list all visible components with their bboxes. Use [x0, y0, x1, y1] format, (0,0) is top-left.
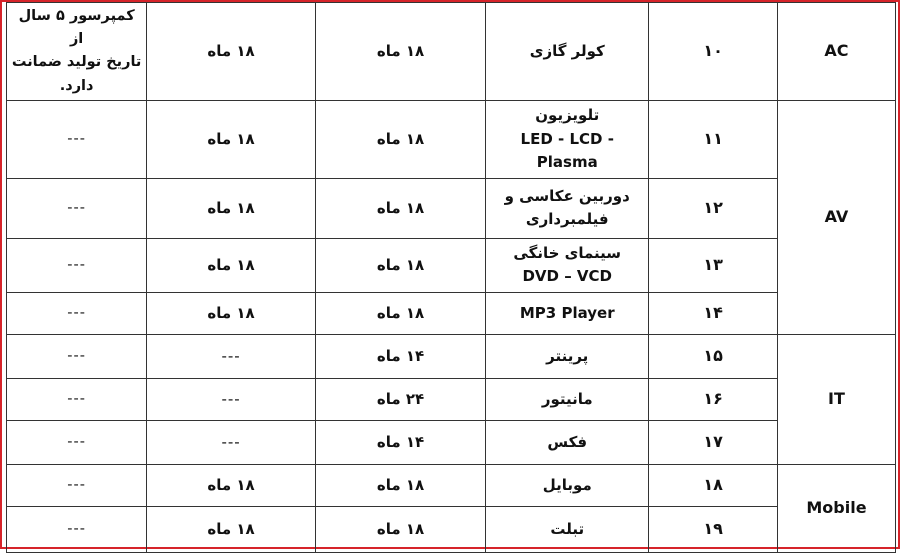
table-row — [7, 178, 896, 238]
category-cell: Mobile — [777, 464, 895, 552]
row-number: ۱۱ — [649, 100, 778, 178]
note-cell: --- — [7, 334, 147, 378]
product-name — [486, 334, 649, 378]
note-line: تاریخ تولید ضمانت — [11, 54, 142, 71]
row-number: ۱۳ — [649, 238, 778, 292]
category-cell: IT — [777, 334, 895, 464]
warranty-table — [6, 2, 896, 553]
warranty-period-b: --- — [147, 420, 316, 464]
category-cell: AV — [777, 100, 895, 334]
warranty-period-a: ۱۸ ماه — [315, 3, 485, 101]
warranty-period-a: ۱۴ ماه — [315, 420, 485, 464]
product-name — [486, 506, 649, 552]
product-line: کولر گازی — [529, 41, 605, 60]
product-line: MP3 Player — [519, 303, 615, 322]
table-row — [7, 420, 896, 464]
note-cell: --- — [7, 378, 147, 420]
table-row — [7, 334, 896, 378]
warranty-period-a: ۱۸ ماه — [315, 100, 485, 178]
warranty-period-a: ۱۸ ماه — [315, 292, 485, 334]
note-cell: --- — [7, 238, 147, 292]
warranty-period-a: ۱۸ ماه — [315, 506, 485, 552]
note-cell: --- — [7, 506, 147, 552]
table-row — [7, 506, 896, 552]
note-cell — [7, 3, 147, 101]
product-line: سینمای خانگی — [513, 244, 622, 262]
warranty-period-b: ۱۸ ماه — [147, 3, 316, 101]
product-line: پرینتر — [546, 346, 589, 365]
product-name — [486, 100, 649, 178]
row-number: ۱۷ — [649, 420, 778, 464]
product-line: تلویزیون — [535, 106, 600, 125]
note-line: کمپرسور ۵ سال از — [18, 8, 135, 48]
product-name — [486, 238, 649, 292]
product-name — [486, 378, 649, 420]
row-number: ۱۸ — [649, 464, 778, 506]
row-number: ۱۶ — [649, 378, 778, 420]
row-number: ۱۴ — [649, 292, 778, 334]
product-line: دوربین عکاسی و — [504, 187, 630, 205]
warranty-period-b: ۱۸ ماه — [147, 238, 316, 292]
row-number: ۱۲ — [649, 178, 778, 238]
note-cell: --- — [7, 420, 147, 464]
table-row — [7, 464, 896, 506]
product-line: فیلمبرداری — [525, 210, 609, 229]
warranty-period-b: ۱۸ ماه — [147, 464, 316, 506]
product-name — [486, 178, 649, 238]
product-name — [486, 464, 649, 506]
row-number: ۱۹ — [649, 506, 778, 552]
product-name — [486, 292, 649, 334]
warranty-period-b: --- — [147, 334, 316, 378]
warranty-period-b: ۱۸ ماه — [147, 178, 316, 238]
row-number: ۱۰ — [649, 3, 778, 101]
warranty-period-a: ۱۸ ماه — [315, 464, 485, 506]
product-name — [486, 420, 649, 464]
product-line: LED - LCD - — [520, 129, 614, 148]
note-cell: --- — [7, 178, 147, 238]
warranty-period-b: ۱۸ ماه — [147, 506, 316, 552]
table-row — [7, 292, 896, 334]
row-number: ۱۵ — [649, 334, 778, 378]
warranty-period-a: ۱۸ ماه — [315, 238, 485, 292]
warranty-period-b: ۱۸ ماه — [147, 292, 316, 334]
product-line: DVD – VCD — [522, 267, 612, 286]
warranty-period-a: ۲۴ ماه — [315, 378, 485, 420]
table-row — [7, 238, 896, 292]
product-line: تبلت — [550, 519, 585, 538]
warranty-period-a: ۱۸ ماه — [315, 178, 485, 238]
product-line: Plasma — [536, 152, 598, 171]
note-line: دارد. — [59, 77, 94, 94]
warranty-period-b: --- — [147, 378, 316, 420]
note-cell: --- — [7, 100, 147, 178]
table-row — [7, 378, 896, 420]
product-line: فکس — [547, 432, 588, 451]
category-cell: AC — [777, 3, 895, 101]
product-name — [486, 3, 649, 101]
table-row — [7, 100, 896, 178]
note-cell: --- — [7, 292, 147, 334]
warranty-period-b: ۱۸ ماه — [147, 100, 316, 178]
product-line: موبایل — [542, 475, 592, 494]
warranty-period-a: ۱۴ ماه — [315, 334, 485, 378]
table-row — [7, 3, 896, 101]
product-line: مانیتور — [541, 389, 593, 408]
note-cell: --- — [7, 464, 147, 506]
